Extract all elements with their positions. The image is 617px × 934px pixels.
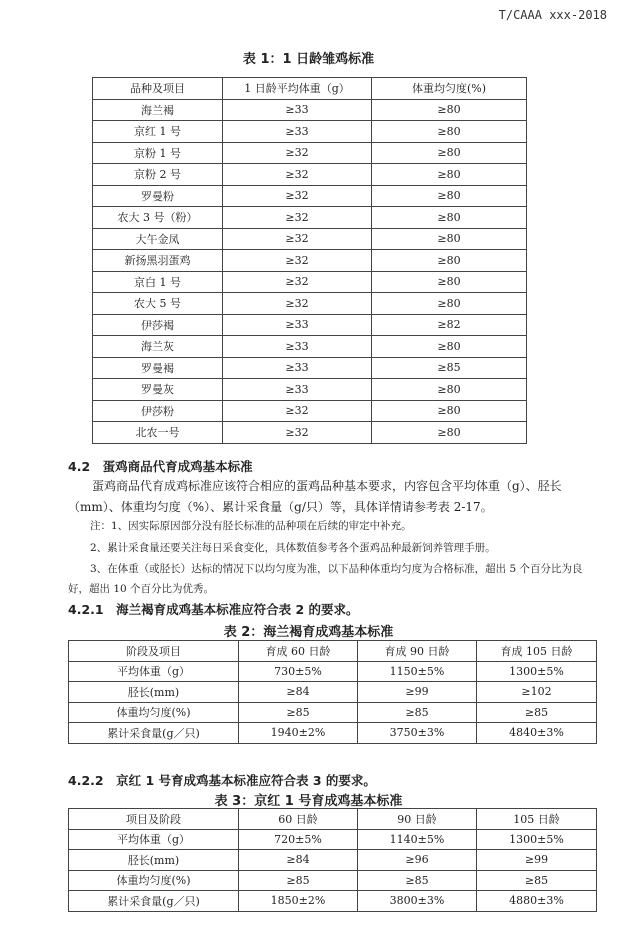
table-cell: 平均体重（g） bbox=[69, 661, 239, 682]
table-row bbox=[93, 314, 527, 336]
table-cell: 730±5% bbox=[239, 661, 358, 682]
table-cell: ≥80 bbox=[372, 293, 527, 315]
table-cell: 伊莎褐 bbox=[93, 314, 223, 336]
table-cell: ≥84 bbox=[239, 850, 358, 871]
table-cell: ≥80 bbox=[372, 379, 527, 401]
table-row bbox=[93, 121, 527, 143]
note-3: 3、在体重（或胫长）达标的情况下以均匀度为准，以下品种体重均匀度为合格标准，超出 5 个百分比为良好，超出 10 个百分比为优秀。 bbox=[68, 563, 583, 595]
table3-column-header: 60 日龄 bbox=[239, 809, 358, 830]
table-cell: ≥80 bbox=[372, 422, 527, 444]
table-cell: 新扬黑羽蛋鸡 bbox=[93, 250, 223, 272]
table-row bbox=[93, 422, 527, 444]
table-cell: 罗曼灰 bbox=[93, 379, 223, 401]
table-row bbox=[69, 829, 597, 850]
table-cell: 4880±3% bbox=[477, 891, 597, 912]
table-row bbox=[69, 891, 597, 912]
table3 bbox=[68, 808, 597, 912]
table3-title: 表 3：京红 1 号育成鸡基本标准 bbox=[214, 794, 403, 809]
table-cell: ≥32 bbox=[223, 207, 372, 229]
table-row bbox=[69, 661, 597, 682]
table2-column-header: 阶段及项目 bbox=[69, 641, 239, 662]
table-cell: 京粉 1 号 bbox=[93, 142, 223, 164]
table-cell: ≥32 bbox=[223, 142, 372, 164]
table-cell: ≥33 bbox=[223, 379, 372, 401]
table-row bbox=[69, 682, 597, 703]
table-row bbox=[93, 164, 527, 186]
table-cell: ≥80 bbox=[372, 185, 527, 207]
table-cell: ≥102 bbox=[477, 682, 597, 703]
table-cell: 720±5% bbox=[239, 829, 358, 850]
table-cell: 大午金凤 bbox=[93, 228, 223, 250]
section-4-2-1-heading: 4.2.1 海兰褐育成鸡基本标准应符合表 2 的要求。 bbox=[68, 602, 359, 617]
section-4-2-body: 蛋鸡商品代育成鸡标准应该符合相应的蛋鸡品种基本要求，内容包含平均体重（g）、胫长（mm）、体重均匀度（%）、累计采食量（g/只）等，具体详情请参考表 2-17。 bbox=[68, 479, 562, 514]
note-2: 2、累计采食量还要关注每日采食变化，具体数值参考各个蛋鸡品种最新饲养管理手册。 bbox=[90, 542, 496, 554]
table-cell: ≥80 bbox=[372, 142, 527, 164]
table-cell: 1300±5% bbox=[477, 829, 597, 850]
table-cell: ≥33 bbox=[223, 336, 372, 358]
table-cell: ≥85 bbox=[372, 357, 527, 379]
table-cell: 体重均匀度(%) bbox=[69, 702, 239, 723]
table-cell: ≥84 bbox=[239, 682, 358, 703]
table-cell: 1850±2% bbox=[239, 891, 358, 912]
table-row bbox=[93, 185, 527, 207]
table-cell: 平均体重（g） bbox=[69, 829, 239, 850]
table-row bbox=[93, 142, 527, 164]
table1-header-row bbox=[93, 78, 527, 100]
note-1: 注：1、因实际原因部分没有胫长标准的品种项在后续的审定中补充。 bbox=[90, 520, 412, 532]
section-4-2-2-heading: 4.2.2 京红 1 号育成鸡基本标准应符合表 3 的要求。 bbox=[68, 773, 376, 788]
table-cell: ≥32 bbox=[223, 400, 372, 422]
table-cell: ≥32 bbox=[223, 228, 372, 250]
table-cell: 农大 3 号（粉） bbox=[93, 207, 223, 229]
table-cell: 体重均匀度(%) bbox=[69, 870, 239, 891]
table-cell: 海兰灰 bbox=[93, 336, 223, 358]
table-cell: ≥33 bbox=[223, 357, 372, 379]
table-row bbox=[93, 250, 527, 272]
table-row bbox=[93, 293, 527, 315]
table-cell: 京粉 2 号 bbox=[93, 164, 223, 186]
table-cell: 京红 1 号 bbox=[93, 121, 223, 143]
table-cell: 罗曼粉 bbox=[93, 185, 223, 207]
table-cell: 累计采食量(g／只) bbox=[69, 891, 239, 912]
table-row bbox=[69, 850, 597, 871]
table-cell: ≥80 bbox=[372, 250, 527, 272]
table-cell: ≥85 bbox=[239, 702, 358, 723]
table3-column-header: 90 日龄 bbox=[358, 809, 477, 830]
table-cell: ≥80 bbox=[372, 207, 527, 229]
table-cell: 罗曼褐 bbox=[93, 357, 223, 379]
section-4-2-heading: 4.2 蛋鸡商品代育成鸡基本标准 bbox=[68, 459, 253, 474]
table-cell: ≥33 bbox=[223, 99, 372, 121]
table-cell: ≥32 bbox=[223, 422, 372, 444]
table2 bbox=[68, 640, 597, 744]
table-cell: 海兰褐 bbox=[93, 99, 223, 121]
table1-column-header: 品种及项目 bbox=[93, 78, 223, 100]
table-cell: ≥32 bbox=[223, 271, 372, 293]
table-cell: ≥85 bbox=[358, 702, 477, 723]
table-cell: ≥85 bbox=[239, 870, 358, 891]
table1-column-header: 体重均匀度(%) bbox=[372, 78, 527, 100]
table-cell: 北农一号 bbox=[93, 422, 223, 444]
table3-header-row bbox=[69, 809, 597, 830]
table-cell: ≥80 bbox=[372, 400, 527, 422]
table-cell: ≥32 bbox=[223, 293, 372, 315]
table-cell: ≥96 bbox=[358, 850, 477, 871]
table-cell: 1150±5% bbox=[358, 661, 477, 682]
table-row bbox=[93, 379, 527, 401]
table-row bbox=[69, 702, 597, 723]
table1-body bbox=[93, 99, 527, 443]
table-row bbox=[93, 336, 527, 358]
table-row bbox=[93, 99, 527, 121]
table3-body bbox=[69, 829, 597, 911]
document-code: T/CAAA xxx-2018 bbox=[498, 8, 607, 22]
table-cell: ≥80 bbox=[372, 121, 527, 143]
table1 bbox=[92, 77, 527, 444]
table-row bbox=[93, 207, 527, 229]
table-cell: ≥85 bbox=[358, 870, 477, 891]
table-row bbox=[93, 271, 527, 293]
table-cell: ≥99 bbox=[477, 850, 597, 871]
table-cell: ≥33 bbox=[223, 121, 372, 143]
table-cell: ≥32 bbox=[223, 164, 372, 186]
table2-column-header: 育成 105 日龄 bbox=[477, 641, 597, 662]
table-cell: 累计采食量(g／只) bbox=[69, 723, 239, 744]
table1-column-header: 1 日龄平均体重（g） bbox=[223, 78, 372, 100]
table-cell: 胫长(mm) bbox=[69, 682, 239, 703]
table-cell: 3750±3% bbox=[358, 723, 477, 744]
table-row bbox=[93, 228, 527, 250]
table1-title: 表 1：1 日龄雏鸡标准 bbox=[242, 52, 375, 67]
table2-header-row bbox=[69, 641, 597, 662]
table-cell: ≥85 bbox=[477, 870, 597, 891]
table-cell: ≥80 bbox=[372, 99, 527, 121]
table-row bbox=[93, 357, 527, 379]
table2-column-header: 育成 60 日龄 bbox=[239, 641, 358, 662]
table2-body bbox=[69, 661, 597, 743]
table-row bbox=[69, 723, 597, 744]
table3-column-header: 项目及阶段 bbox=[69, 809, 239, 830]
table-cell: ≥99 bbox=[358, 682, 477, 703]
table-cell: ≥33 bbox=[223, 314, 372, 336]
table-row bbox=[93, 400, 527, 422]
table-cell: ≥82 bbox=[372, 314, 527, 336]
table2-title: 表 2：海兰褐育成鸡基本标准 bbox=[223, 625, 394, 640]
table-cell: 3800±3% bbox=[358, 891, 477, 912]
table-cell: 1940±2% bbox=[239, 723, 358, 744]
table2-column-header: 育成 90 日龄 bbox=[358, 641, 477, 662]
table-cell: 农大 5 号 bbox=[93, 293, 223, 315]
table3-column-header: 105 日龄 bbox=[477, 809, 597, 830]
table-cell: 1300±5% bbox=[477, 661, 597, 682]
table-cell: 1140±5% bbox=[358, 829, 477, 850]
table-cell: ≥85 bbox=[477, 702, 597, 723]
table-row bbox=[69, 870, 597, 891]
table-cell: 京白 1 号 bbox=[93, 271, 223, 293]
table-cell: ≥80 bbox=[372, 228, 527, 250]
table-cell: ≥32 bbox=[223, 185, 372, 207]
table-cell: ≥32 bbox=[223, 250, 372, 272]
table-cell: 伊莎粉 bbox=[93, 400, 223, 422]
table-cell: ≥80 bbox=[372, 271, 527, 293]
table-cell: ≥80 bbox=[372, 164, 527, 186]
table-cell: ≥80 bbox=[372, 336, 527, 358]
table-cell: 4840±3% bbox=[477, 723, 597, 744]
table-cell: 胫长(mm) bbox=[69, 850, 239, 871]
